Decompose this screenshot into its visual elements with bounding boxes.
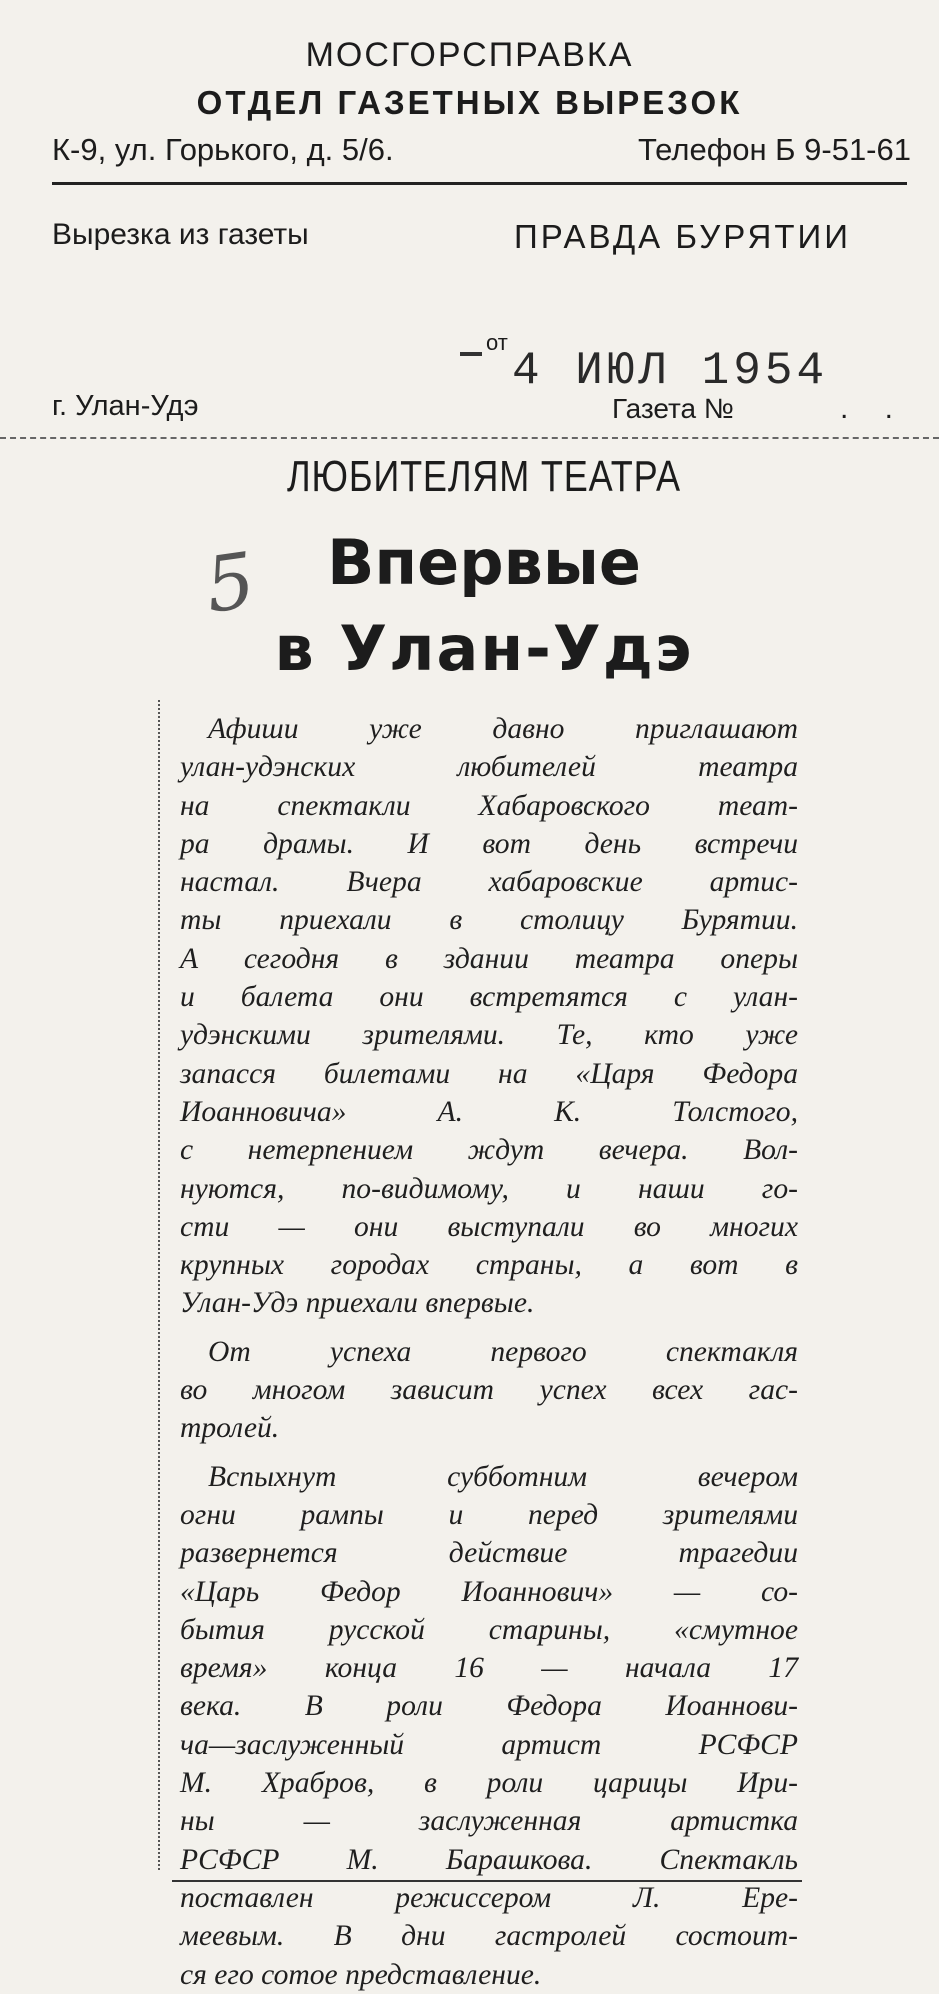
article-line: меевым. В дни гастролей состоит- <box>180 1920 798 1953</box>
bottom-divider <box>172 1880 802 1882</box>
article-line: М. Храбров, в роли царицы Ири- <box>180 1767 798 1800</box>
date-prefix: от <box>486 330 508 355</box>
article-line: А сегодня в здании театра оперы <box>180 942 798 975</box>
article-title-line-1: Впервые <box>327 526 641 599</box>
article-line: ты приехали в столицу Бурятии. <box>180 904 798 937</box>
article-line: ра драмы. И вот день встречи <box>180 827 798 860</box>
newspaper-name: ПРАВДА БУРЯТИИ <box>514 218 851 255</box>
article-line: крупных городах страны, а вот в <box>180 1249 798 1282</box>
article-line: ны — заслуженная артистка <box>180 1805 798 1838</box>
article-line: на спектакли Хабаровского теат- <box>180 789 798 822</box>
paragraph-gap <box>180 1448 798 1458</box>
article-body <box>180 710 798 1994</box>
article-line: развернется действие трагедии <box>180 1537 798 1570</box>
department-name: ОТДЕЛ ГАЗЕТНЫХ ВЫРЕЗОК <box>196 84 743 121</box>
article-line: ча—заслуженный артист РСФСР <box>180 1728 798 1761</box>
article-line: настал. Вчера хабаровские артис- <box>180 866 798 899</box>
phone-number: Телефон Б 9-51-61 <box>637 132 911 167</box>
article-line: нуются, по-видимому, и наши го- <box>180 1172 798 1205</box>
header-divider <box>52 182 907 185</box>
article-line: тролей. <box>180 1412 280 1445</box>
article-line: Улан-Удэ приехали впервые. <box>180 1287 535 1320</box>
article-line: От успеха первого спектакля <box>208 1335 798 1368</box>
article-paragraph <box>180 710 798 1323</box>
article-line: Афиши уже давно приглашают <box>208 713 798 745</box>
article-clipping <box>158 440 810 1991</box>
article-line: с нетерпением ждут вечера. Вол- <box>180 1134 798 1167</box>
pencil-mark: 5 <box>200 535 261 630</box>
article-rubric: ЛЮБИТЕЛЯМ ТЕАТРА <box>287 452 681 501</box>
article-line: и балета они встретятся с улан- <box>180 981 798 1014</box>
paragraph-gap <box>180 1323 798 1333</box>
article-line: поставлен режиссером Л. Ере- <box>180 1881 798 1914</box>
article-line: удэнскими зрителями. Те, кто уже <box>180 1019 798 1052</box>
city: г. Улан-Удэ <box>52 390 199 422</box>
clipping-cut-line <box>0 437 939 439</box>
clipping-label: Вырезка из газеты <box>52 218 309 251</box>
address: К-9, ул. Горького, д. 5/6. <box>52 132 394 167</box>
article-line: бытия русской старины, «смутное <box>180 1613 798 1646</box>
issue-label: Газета № <box>612 393 734 424</box>
article-line: улан-удэнских любителей театра <box>180 751 798 784</box>
issue-dots: . . <box>840 392 908 425</box>
article-line: во многом зависит успех всех гас- <box>180 1374 798 1407</box>
article-line: ся его сотое представление. <box>180 1958 542 1991</box>
date-dash <box>460 352 482 356</box>
article-line: сти — они выступали во многих <box>180 1210 798 1243</box>
article-line: Иоанновича» А. К. Толстого, <box>180 1095 798 1128</box>
article-line: РСФСР М. Барашкова. Спектакль <box>180 1843 798 1876</box>
article-line: огни рампы и перед зрителями <box>180 1498 798 1531</box>
article-title-line-2: в Улан-Удэ <box>274 612 694 685</box>
article-paragraph <box>180 1458 798 1994</box>
article-line: века. В роли Федора Иоаннови- <box>180 1690 798 1723</box>
article-paragraph <box>180 1333 798 1448</box>
article-line: Вспыхнут субботним вечером <box>208 1460 798 1493</box>
article-line: время» конца 16 — начала 17 <box>180 1652 798 1685</box>
article-line: запасся билетами на «Царя Федора <box>180 1057 798 1090</box>
date-stamp: 4 ИЮЛ 1954 <box>512 345 829 397</box>
agency-name: МОСГОРСПРАВКА <box>305 36 634 74</box>
article-line: «Царь Федор Иоаннович» — со- <box>180 1575 798 1608</box>
